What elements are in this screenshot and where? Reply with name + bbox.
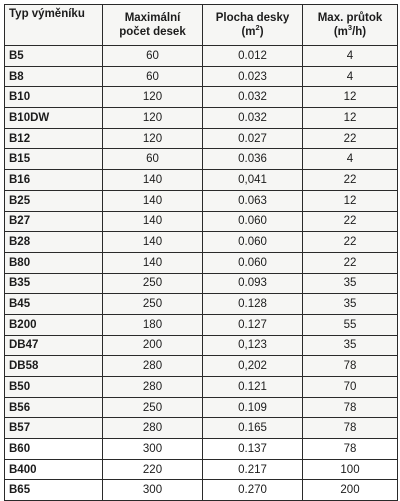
cell-exchanger-type: B12	[5, 128, 103, 149]
cell-max-plates: 200	[103, 335, 203, 356]
table-row	[5, 314, 398, 335]
cell-max-plates: 60	[103, 66, 203, 87]
cell-max-flow: 22	[303, 170, 398, 191]
cell-max-plates: 300	[103, 439, 203, 460]
cell-exchanger-type: B80	[5, 252, 103, 273]
cell-max-flow: 12	[303, 108, 398, 129]
table-row	[5, 232, 398, 253]
cell-exchanger-type: B27	[5, 211, 103, 232]
cell-max-flow: 22	[303, 211, 398, 232]
cell-plate-area: 0,202	[203, 356, 303, 377]
header-row	[5, 5, 398, 46]
cell-exchanger-type: B56	[5, 397, 103, 418]
cell-exchanger-type: B50	[5, 377, 103, 398]
cell-max-plates: 140	[103, 170, 203, 191]
table-header	[5, 5, 398, 46]
cell-exchanger-type: B5	[5, 46, 103, 67]
cell-max-flow: 70	[303, 377, 398, 398]
unit-exponent: 3	[347, 23, 353, 33]
cell-plate-area: 0,123	[203, 335, 303, 356]
table-row	[5, 190, 398, 211]
table-row	[5, 480, 398, 501]
table-row	[5, 335, 398, 356]
cell-plate-area: 0.027	[203, 128, 303, 149]
cell-plate-area: 0,041	[203, 170, 303, 191]
cell-max-plates: 250	[103, 294, 203, 315]
cell-plate-area: 0.063	[203, 190, 303, 211]
cell-exchanger-type: B65	[5, 480, 103, 501]
table-row	[5, 356, 398, 377]
unit-suffix: )	[259, 26, 264, 38]
cell-plate-area: 0.127	[203, 314, 303, 335]
cell-exchanger-type: B60	[5, 439, 103, 460]
cell-plate-area: 0.023	[203, 66, 303, 87]
header-plate-area-label: Plocha desky	[215, 12, 290, 24]
cell-max-flow: 78	[303, 397, 398, 418]
cell-max-flow: 35	[303, 294, 398, 315]
cell-max-flow: 22	[303, 252, 398, 273]
cell-max-flow: 4	[303, 46, 398, 67]
cell-exchanger-type: B25	[5, 190, 103, 211]
cell-exchanger-type: B35	[5, 273, 103, 294]
cell-exchanger-type: DB47	[5, 335, 103, 356]
table-body	[5, 46, 398, 501]
table-row	[5, 439, 398, 460]
cell-plate-area: 0.128	[203, 294, 303, 315]
header-plate-area	[203, 5, 303, 46]
cell-max-flow: 55	[303, 314, 398, 335]
cell-plate-area: 0.036	[203, 149, 303, 170]
cell-max-flow: 35	[303, 273, 398, 294]
cell-max-flow: 78	[303, 439, 398, 460]
table-row	[5, 46, 398, 67]
cell-plate-area: 0.270	[203, 480, 303, 501]
header-max-plates-line1: Maximální	[124, 12, 181, 24]
table-row	[5, 397, 398, 418]
table-row	[5, 87, 398, 108]
cell-plate-area: 0.032	[203, 87, 303, 108]
cell-exchanger-type: B57	[5, 418, 103, 439]
cell-max-flow: 12	[303, 190, 398, 211]
cell-exchanger-type: B8	[5, 66, 103, 87]
table-row	[5, 149, 398, 170]
cell-max-plates: 280	[103, 356, 203, 377]
cell-plate-area: 0.012	[203, 46, 303, 67]
cell-max-plates: 120	[103, 108, 203, 129]
cell-max-plates: 220	[103, 459, 203, 480]
table-row	[5, 211, 398, 232]
cell-max-plates: 300	[103, 480, 203, 501]
cell-plate-area: 0.165	[203, 418, 303, 439]
header-max-flow-unit	[303, 25, 397, 39]
cell-exchanger-type: B400	[5, 459, 103, 480]
cell-max-plates: 280	[103, 377, 203, 398]
cell-exchanger-type: B16	[5, 170, 103, 191]
table-row	[5, 252, 398, 273]
unit-exponent: 2	[255, 23, 260, 33]
heat-exchanger-table	[4, 4, 398, 501]
header-plate-area-unit	[203, 25, 302, 39]
cell-max-flow: 100	[303, 459, 398, 480]
cell-plate-area: 0.137	[203, 439, 303, 460]
cell-max-flow: 12	[303, 87, 398, 108]
cell-plate-area: 0.093	[203, 273, 303, 294]
cell-max-plates: 140	[103, 190, 203, 211]
cell-exchanger-type: DB58	[5, 356, 103, 377]
unit-suffix: /h)	[352, 26, 367, 38]
cell-max-plates: 250	[103, 273, 203, 294]
cell-plate-area: 0.217	[203, 459, 303, 480]
cell-max-flow: 78	[303, 418, 398, 439]
cell-exchanger-type: B15	[5, 149, 103, 170]
cell-plate-area: 0.060	[203, 211, 303, 232]
unit-prefix: (m	[333, 26, 348, 38]
table-row	[5, 128, 398, 149]
header-max-plates-line2: počet desek	[119, 26, 186, 38]
header-max-flow-label: Max. průtok	[317, 12, 383, 24]
cell-max-plates: 140	[103, 232, 203, 253]
table-row	[5, 459, 398, 480]
cell-max-flow: 4	[303, 66, 398, 87]
cell-plate-area: 0.032	[203, 108, 303, 129]
cell-exchanger-type: B10DW	[5, 108, 103, 129]
cell-exchanger-type: B200	[5, 314, 103, 335]
table-row	[5, 294, 398, 315]
cell-max-plates: 60	[103, 149, 203, 170]
cell-max-plates: 180	[103, 314, 203, 335]
table-row	[5, 377, 398, 398]
cell-max-plates: 120	[103, 87, 203, 108]
header-max-flow	[303, 5, 398, 46]
table-row	[5, 418, 398, 439]
table-row	[5, 170, 398, 191]
cell-max-flow: 4	[303, 149, 398, 170]
cell-max-plates: 250	[103, 397, 203, 418]
cell-max-flow: 35	[303, 335, 398, 356]
cell-plate-area: 0.060	[203, 252, 303, 273]
cell-max-flow: 22	[303, 232, 398, 253]
cell-max-plates: 280	[103, 418, 203, 439]
cell-plate-area: 0.060	[203, 232, 303, 253]
cell-max-flow: 78	[303, 356, 398, 377]
header-max-plates	[103, 5, 203, 46]
table-row	[5, 108, 398, 129]
table-row	[5, 273, 398, 294]
cell-max-flow: 200	[303, 480, 398, 501]
table-row	[5, 66, 398, 87]
cell-max-plates: 60	[103, 46, 203, 67]
header-exchanger-type: Typ výměníku	[5, 5, 103, 46]
cell-exchanger-type: B45	[5, 294, 103, 315]
scanned-document-page	[4, 4, 397, 497]
cell-max-flow: 22	[303, 128, 398, 149]
cell-exchanger-type: B28	[5, 232, 103, 253]
cell-max-plates: 140	[103, 252, 203, 273]
cell-plate-area: 0.109	[203, 397, 303, 418]
cell-plate-area: 0.121	[203, 377, 303, 398]
cell-max-plates: 140	[103, 211, 203, 232]
cell-max-plates: 120	[103, 128, 203, 149]
unit-prefix: (m	[241, 26, 256, 38]
cell-exchanger-type: B10	[5, 87, 103, 108]
